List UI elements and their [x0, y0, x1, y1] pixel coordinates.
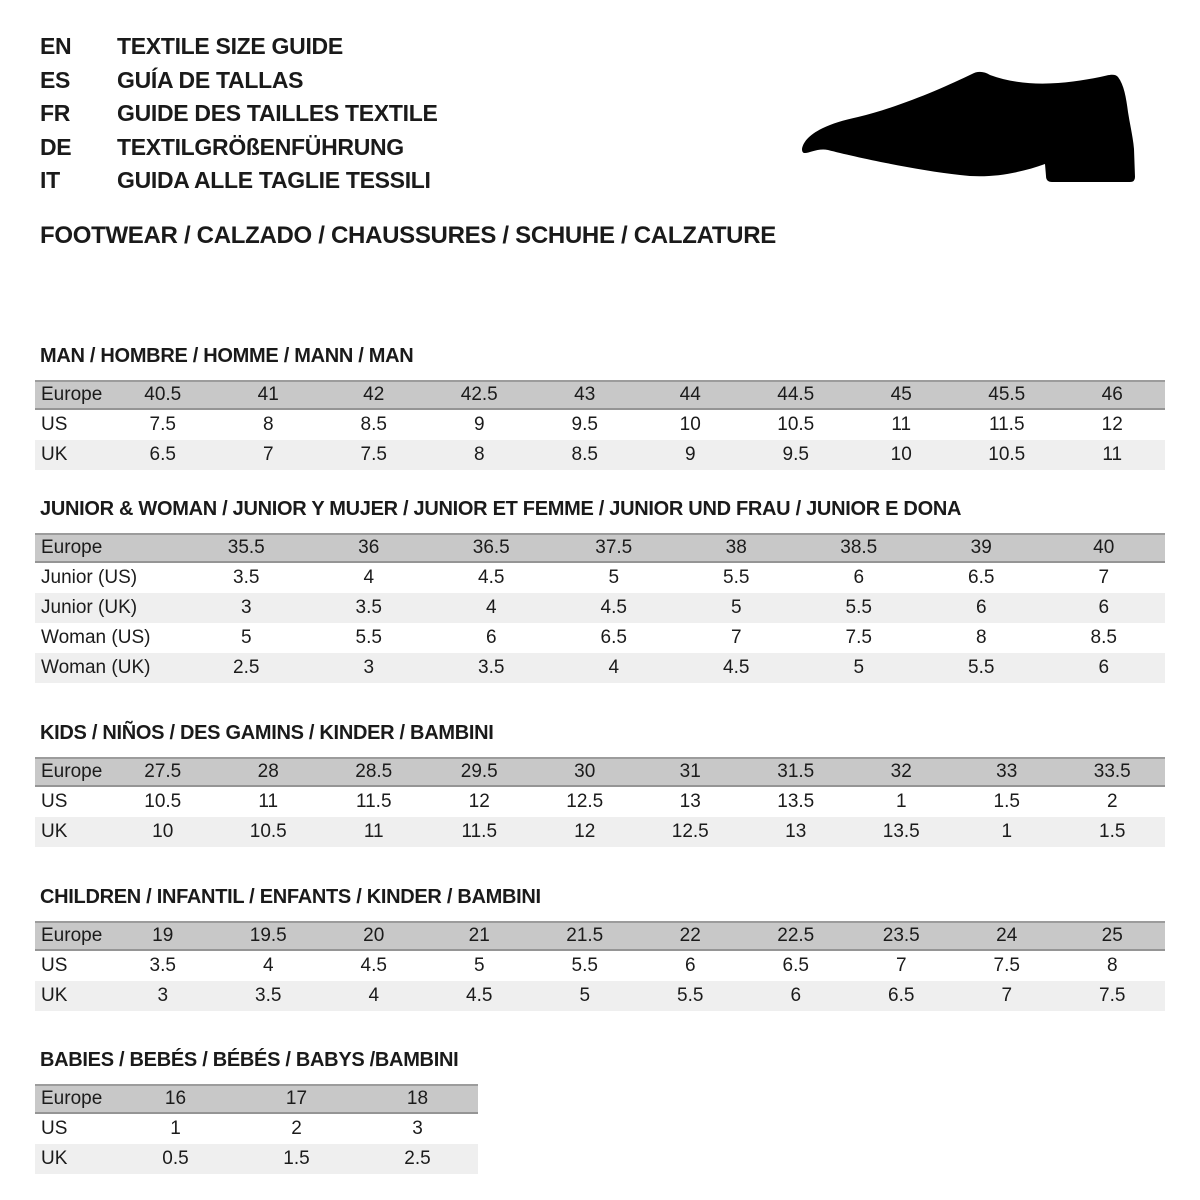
row-label: UK — [35, 817, 110, 847]
size-value-cell: 6.5 — [110, 440, 216, 470]
size-table-children — [35, 921, 1165, 1011]
size-value-cell: 35.5 — [185, 534, 308, 562]
row-label: Woman (US) — [41, 627, 151, 648]
size-value-cell: 3.5 — [149, 955, 176, 976]
size-value-cell: 3.5 — [308, 593, 431, 623]
size-value-cell: 32 — [849, 758, 955, 786]
language-code: EN — [40, 33, 72, 60]
size-value-cell: 31.5 — [743, 758, 849, 786]
size-value-cell: 31 — [638, 758, 744, 786]
row-label: UK — [35, 440, 110, 470]
size-value-cell: 7.5 — [845, 627, 872, 648]
size-value-cell: 5 — [532, 981, 638, 1011]
size-value-cell: 3 — [308, 653, 431, 683]
size-value-cell: 5.5 — [571, 955, 598, 976]
shoe-icon — [800, 66, 1138, 188]
size-value-cell: 5 — [608, 567, 620, 588]
size-value-cell: 7.5 — [1060, 981, 1166, 1011]
size-value-cell: 28.5 — [321, 758, 427, 786]
size-value-cell: 4.5 — [675, 653, 798, 683]
size-value-cell: 12 — [468, 791, 490, 812]
size-value-cell: 13 — [743, 817, 849, 847]
size-value-cell: 3 — [110, 981, 216, 1011]
table-row-uk — [35, 817, 1165, 847]
size-value-cell: 37.5 — [553, 534, 676, 562]
size-value-cell: 33.5 — [1060, 758, 1166, 786]
size-value-cell: 9.5 — [571, 414, 598, 435]
table-row-woman-uk — [35, 653, 1165, 683]
size-value-cell: 1 — [954, 817, 1060, 847]
size-value-cell: 6 — [485, 627, 497, 648]
size-value-cell: 38.5 — [798, 534, 921, 562]
row-label: Junior (US) — [41, 567, 138, 588]
size-value-cell: 4.5 — [427, 981, 533, 1011]
language-guide-title: TEXTILE SIZE GUIDE — [117, 33, 343, 60]
size-value-cell: 11.5 — [427, 817, 533, 847]
size-value-cell: 6 — [1043, 653, 1166, 683]
size-value-cell: 11 — [321, 817, 427, 847]
size-value-cell: 3 — [185, 593, 308, 623]
row-label: Junior (UK) — [35, 593, 185, 623]
size-value-cell: 3.5 — [430, 653, 553, 683]
size-value-cell: 36 — [308, 534, 431, 562]
size-value-cell: 44 — [638, 381, 744, 409]
section-title-babies: BABIES / BEBÉS / BÉBÉS / BABYS /BAMBINI — [40, 1049, 459, 1071]
size-value-cell: 6.5 — [968, 567, 995, 588]
size-value-cell: 40.5 — [110, 381, 216, 409]
size-value-cell: 7.5 — [321, 440, 427, 470]
size-value-cell: 6 — [920, 593, 1043, 623]
size-value-cell: 4 — [262, 955, 274, 976]
size-section-children — [35, 887, 1165, 1011]
size-value-cell: 45.5 — [954, 381, 1060, 409]
row-label: Europe — [35, 534, 185, 562]
table-row-europe — [35, 922, 1165, 950]
size-value-cell: 10.5 — [144, 791, 182, 812]
size-value-cell: 5.5 — [355, 627, 382, 648]
size-value-cell: 1 — [895, 791, 907, 812]
table-row-junior-us — [35, 562, 1165, 593]
language-guide-title: GUIDA ALLE TAGLIE TESSILI — [117, 167, 431, 194]
size-value-cell: 7 — [216, 440, 322, 470]
size-value-cell: 42 — [321, 381, 427, 409]
size-value-cell: 6 — [743, 981, 849, 1011]
size-value-cell: 18 — [357, 1085, 478, 1113]
language-row-it — [40, 164, 438, 198]
size-value-cell: 7 — [1098, 567, 1110, 588]
row-label: US — [41, 955, 68, 976]
size-value-cell: 8 — [262, 414, 274, 435]
size-value-cell: 6.5 — [782, 955, 809, 976]
size-value-cell: 4 — [321, 981, 427, 1011]
row-label: Woman (UK) — [35, 653, 185, 683]
size-value-cell: 7 — [954, 981, 1060, 1011]
size-value-cell: 17 — [236, 1085, 357, 1113]
size-value-cell: 21 — [427, 922, 533, 950]
size-value-cell: 43 — [532, 381, 638, 409]
size-section-babies — [35, 1050, 1165, 1174]
size-value-cell: 1.5 — [993, 791, 1020, 812]
row-label: Europe — [35, 758, 110, 786]
size-value-cell: 44.5 — [743, 381, 849, 409]
size-value-cell: 16 — [115, 1085, 236, 1113]
row-label: Europe — [35, 381, 110, 409]
size-value-cell: 29.5 — [427, 758, 533, 786]
size-value-cell: 12 — [532, 817, 638, 847]
size-value-cell: 8 — [975, 627, 987, 648]
size-value-cell: 7.5 — [149, 414, 176, 435]
size-value-cell: 22 — [638, 922, 744, 950]
size-value-cell: 20 — [321, 922, 427, 950]
table-row-europe — [35, 381, 1165, 409]
size-value-cell: 10.5 — [777, 414, 815, 435]
size-value-cell: 27.5 — [110, 758, 216, 786]
size-value-cell: 4.5 — [553, 593, 676, 623]
row-label: US — [41, 791, 68, 812]
table-row-uk — [35, 981, 1165, 1011]
size-section-man — [35, 346, 1165, 470]
language-row-de — [40, 131, 438, 165]
size-value-cell: 21.5 — [532, 922, 638, 950]
language-code: DE — [40, 133, 72, 160]
size-value-cell: 19.5 — [216, 922, 322, 950]
size-value-cell: 3.5 — [216, 981, 322, 1011]
section-title-kids: KIDS / NIÑOS / DES GAMINS / KINDER / BAMBINI — [40, 722, 494, 744]
section-title-children: CHILDREN / INFANTIL / ENFANTS / KINDER / BAMBINI — [40, 886, 541, 908]
size-value-cell: 5.5 — [920, 653, 1043, 683]
row-label: Europe — [35, 1085, 115, 1113]
size-section-kids — [35, 723, 1165, 847]
language-code: IT — [40, 167, 60, 194]
size-value-cell: 10 — [849, 440, 955, 470]
size-value-cell: 2.5 — [185, 653, 308, 683]
size-value-cell: 22.5 — [743, 922, 849, 950]
size-value-cell: 10.5 — [954, 440, 1060, 470]
size-value-cell: 5.5 — [798, 593, 921, 623]
size-value-cell: 12.5 — [638, 817, 744, 847]
size-value-cell: 4.5 — [478, 567, 505, 588]
size-value-cell: 6.5 — [849, 981, 955, 1011]
language-code: ES — [40, 66, 71, 93]
size-value-cell: 42.5 — [427, 381, 533, 409]
size-value-cell: 13.5 — [849, 817, 955, 847]
size-value-cell: 28 — [216, 758, 322, 786]
size-value-cell: 4 — [430, 593, 553, 623]
language-guide-title: GUIDE DES TAILLES TEXTILE — [117, 100, 438, 127]
size-table-man — [35, 380, 1165, 470]
language-guide-title: TEXTILGRÖßENFÜHRUNG — [117, 133, 404, 160]
size-value-cell: 24 — [954, 922, 1060, 950]
size-value-cell: 5.5 — [723, 567, 750, 588]
size-value-cell: 30 — [532, 758, 638, 786]
row-label: US — [41, 1118, 68, 1139]
size-value-cell: 8.5 — [360, 414, 387, 435]
size-value-cell: 40 — [1043, 534, 1166, 562]
size-value-cell: 23.5 — [849, 922, 955, 950]
category-line: FOOTWEAR / CALZADO / CHAUSSURES / SCHUHE / CALZATURE — [40, 222, 776, 249]
size-value-cell: 10 — [110, 817, 216, 847]
size-sections — [35, 346, 1165, 1174]
size-value-cell: 2 — [1106, 791, 1118, 812]
size-value-cell: 25 — [1060, 922, 1166, 950]
size-table-kids — [35, 757, 1165, 847]
size-value-cell: 11 — [891, 414, 912, 435]
size-value-cell: 4.5 — [360, 955, 387, 976]
table-row-us — [35, 1113, 478, 1144]
size-value-cell: 7 — [895, 955, 907, 976]
size-value-cell: 5 — [675, 593, 798, 623]
size-value-cell: 2.5 — [357, 1144, 478, 1174]
size-value-cell: 46 — [1060, 381, 1166, 409]
size-value-cell: 10 — [679, 414, 701, 435]
size-value-cell: 9 — [638, 440, 744, 470]
size-value-cell: 41 — [216, 381, 322, 409]
size-value-cell: 3.5 — [233, 567, 260, 588]
size-value-cell: 5 — [798, 653, 921, 683]
row-label: Europe — [35, 922, 110, 950]
table-row-uk — [35, 440, 1165, 470]
size-value-cell: 2 — [291, 1118, 302, 1139]
size-value-cell: 6 — [853, 567, 865, 588]
size-value-cell: 8 — [1106, 955, 1118, 976]
table-row-us — [35, 409, 1165, 440]
size-value-cell: 12 — [1101, 414, 1123, 435]
size-value-cell: 33 — [954, 758, 1060, 786]
size-value-cell: 4 — [553, 653, 676, 683]
size-value-cell: 9.5 — [743, 440, 849, 470]
table-row-us — [35, 786, 1165, 817]
size-value-cell: 5 — [240, 627, 252, 648]
size-value-cell: 7 — [730, 627, 742, 648]
size-table-junior-woman — [35, 533, 1165, 683]
size-value-cell: 36.5 — [430, 534, 553, 562]
size-value-cell: 45 — [849, 381, 955, 409]
size-value-cell: 0.5 — [115, 1144, 236, 1174]
size-value-cell: 13 — [679, 791, 701, 812]
size-value-cell: 3 — [412, 1118, 423, 1139]
language-guide-title: GUÍA DE TALLAS — [117, 66, 304, 93]
size-value-cell: 12.5 — [566, 791, 604, 812]
size-value-cell: 11 — [258, 791, 279, 812]
size-value-cell: 1.5 — [1060, 817, 1166, 847]
size-value-cell: 39 — [920, 534, 1043, 562]
size-value-cell: 1.5 — [236, 1144, 357, 1174]
size-value-cell: 8 — [427, 440, 533, 470]
size-value-cell: 6 — [1043, 593, 1166, 623]
table-row-uk — [35, 1144, 478, 1174]
row-label: UK — [35, 981, 110, 1011]
table-row-woman-us — [35, 623, 1165, 653]
language-row-en — [40, 30, 438, 64]
size-value-cell: 5 — [473, 955, 485, 976]
size-value-cell: 11.5 — [988, 414, 1025, 435]
table-row-europe — [35, 758, 1165, 786]
size-section-junior-woman — [35, 499, 1165, 683]
table-row-us — [35, 950, 1165, 981]
table-row-europe — [35, 534, 1165, 562]
size-value-cell: 38 — [675, 534, 798, 562]
language-code: FR — [40, 100, 71, 127]
language-row-es — [40, 64, 438, 98]
row-label: US — [41, 414, 68, 435]
size-value-cell: 6.5 — [600, 627, 627, 648]
row-label: UK — [35, 1144, 115, 1174]
language-title-list — [40, 30, 438, 198]
language-row-fr — [40, 97, 438, 131]
size-value-cell: 11.5 — [355, 791, 392, 812]
size-value-cell: 8.5 — [1090, 627, 1117, 648]
size-value-cell: 10.5 — [216, 817, 322, 847]
size-value-cell: 7.5 — [993, 955, 1020, 976]
table-row-europe — [35, 1085, 478, 1113]
size-value-cell: 5.5 — [638, 981, 744, 1011]
section-title-man: MAN / HOMBRE / HOMME / MANN / MAN — [40, 345, 414, 367]
size-value-cell: 13.5 — [777, 791, 815, 812]
size-value-cell: 6 — [684, 955, 696, 976]
size-value-cell: 1 — [170, 1118, 181, 1139]
size-value-cell: 19 — [110, 922, 216, 950]
section-title-junior-woman: JUNIOR & WOMAN / JUNIOR Y MUJER / JUNIOR ET FEMME / JUNIOR UND FRAU / JUNIOR E DONA — [40, 498, 962, 520]
size-value-cell: 9 — [473, 414, 485, 435]
table-row-junior-uk — [35, 593, 1165, 623]
size-value-cell: 8.5 — [532, 440, 638, 470]
size-value-cell: 4 — [363, 567, 375, 588]
size-table-babies — [35, 1084, 478, 1174]
size-value-cell: 11 — [1060, 440, 1166, 470]
